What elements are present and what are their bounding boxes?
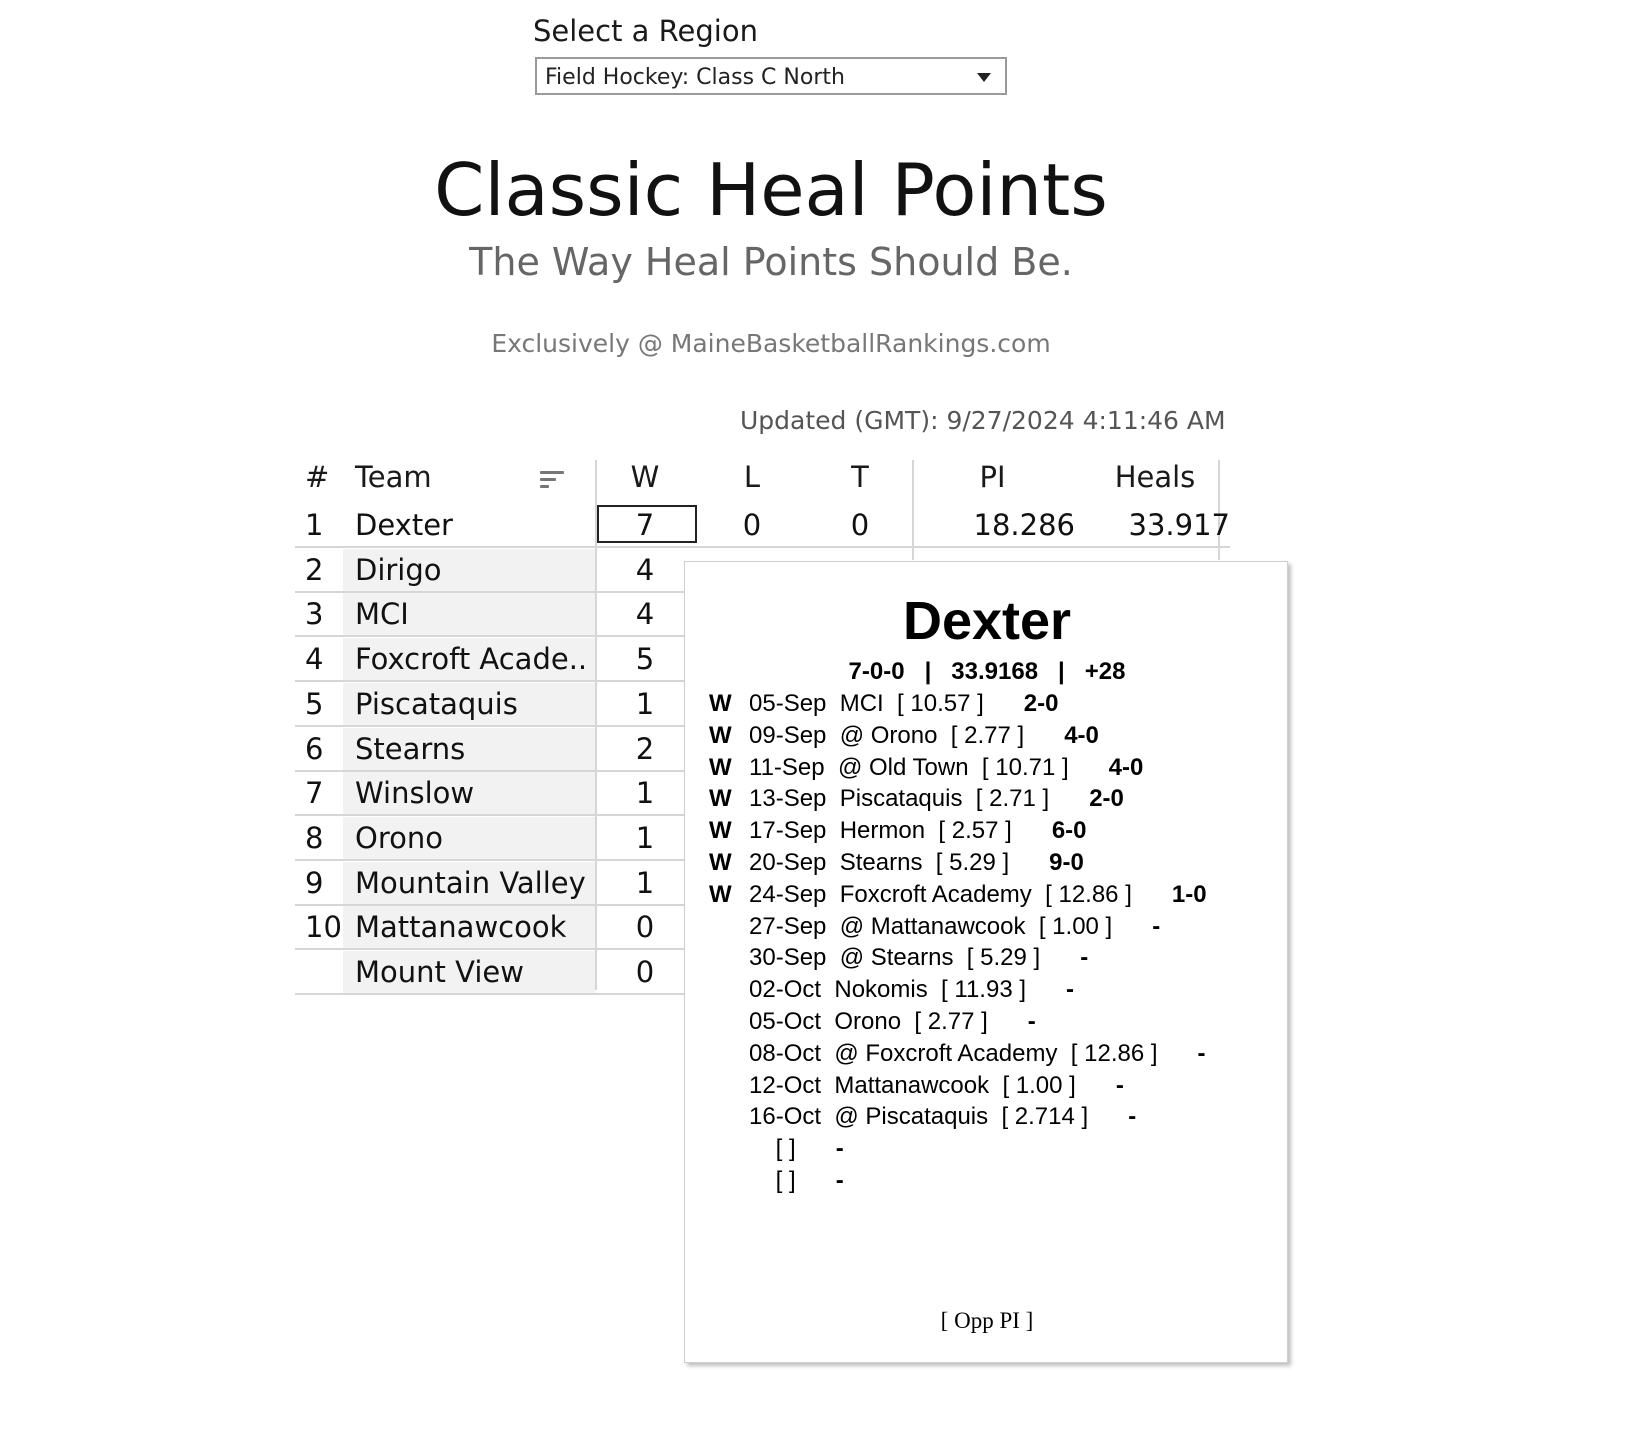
team-cell[interactable]: MCI xyxy=(355,597,409,632)
tooltip-summary: 7-0-0 | 33.9168 | +28 xyxy=(848,658,1126,685)
game-score: - xyxy=(1152,912,1161,940)
game-line xyxy=(709,1103,1136,1135)
tooltip-team-name: Dexter xyxy=(902,591,1072,651)
selected-cell-highlight xyxy=(597,505,697,543)
tooltip-footer: [ Opp PI ] xyxy=(940,1308,1034,1333)
wins-cell[interactable]: 1 xyxy=(635,686,655,721)
game-detail: 05-Sep MCI [ 10.57 ] xyxy=(749,690,1024,717)
region-dropdown[interactable] xyxy=(535,57,1007,95)
wins-cell[interactable]: 1 xyxy=(635,820,655,855)
game-line xyxy=(709,1135,844,1167)
column-header-rank: # xyxy=(305,460,330,494)
rank-cell: 10 xyxy=(305,910,342,945)
region-selector-label: Select a Region xyxy=(533,14,758,48)
game-detail: 20-Sep Stearns [ 5.29 ] xyxy=(749,849,1050,876)
game-detail: 27-Sep @ Mattanawcook [ 1.00 ] xyxy=(749,912,1153,940)
game-result: W xyxy=(709,880,732,908)
game-score: - xyxy=(1066,976,1075,1004)
wins-cell[interactable]: 4 xyxy=(635,552,655,587)
game-score: - xyxy=(835,1135,844,1163)
wins-cell[interactable]: 1 xyxy=(635,865,655,900)
site-credit: Exclusively @ MaineBasketballRankings.com xyxy=(491,329,1051,358)
game-score: 6-0 xyxy=(1051,817,1087,845)
team-cell[interactable]: Mattanawcook xyxy=(355,910,567,945)
column-header-heals[interactable]: Heals xyxy=(1114,460,1196,494)
game-detail: 17-Sep Hermon [ 2.57 ] xyxy=(749,817,1052,845)
column-header-w[interactable]: W xyxy=(630,460,660,494)
game-line xyxy=(709,785,1124,817)
page-subtitle: The Way Heal Points Should Be. xyxy=(469,240,1073,284)
game-detail: 02-Oct Nokomis [ 11.93 ] xyxy=(749,976,1067,1004)
game-line xyxy=(709,913,1160,945)
game-score: - xyxy=(1080,944,1089,972)
rank-cell: 6 xyxy=(305,731,324,766)
game-detail: 24-Sep Foxcroft Academy [ 12.86 ] xyxy=(749,880,1172,908)
game-line xyxy=(709,690,1058,722)
game-detail: 12-Oct Mattanawcook [ 1.00 ] xyxy=(749,1071,1116,1099)
wins-cell[interactable]: 1 xyxy=(635,776,655,811)
game-result: W xyxy=(709,721,732,749)
game-detail: [ ] xyxy=(749,1167,836,1194)
rank-cell: 3 xyxy=(305,597,324,632)
game-line xyxy=(709,817,1087,849)
rank-cell: 9 xyxy=(305,865,324,900)
game-score: 4-0 xyxy=(1108,753,1144,781)
game-detail: 30-Sep @ Stearns [ 5.29 ] xyxy=(749,944,1081,972)
ties-cell[interactable]: 0 xyxy=(850,508,870,542)
game-score: 2-0 xyxy=(1089,785,1124,813)
game-detail: 05-Oct Orono [ 2.77 ] xyxy=(749,1008,1028,1035)
game-score: 9-0 xyxy=(1049,849,1084,876)
game-line xyxy=(709,849,1084,881)
game-score: 4-0 xyxy=(1064,721,1099,749)
team-tooltip xyxy=(684,561,1288,1363)
game-detail: 16-Oct @ Piscataquis [ 2.714 ] xyxy=(749,1103,1129,1131)
page-title: Classic Heal Points xyxy=(434,148,1108,232)
game-detail: [ ] xyxy=(749,1135,836,1163)
team-cell[interactable]: Orono xyxy=(355,820,443,855)
team-cell[interactable]: Winslow xyxy=(355,776,475,811)
column-header-team[interactable]: Team xyxy=(355,460,432,494)
table-row[interactable] xyxy=(295,504,1230,548)
sort-icon[interactable] xyxy=(540,471,564,491)
team-cell[interactable]: Foxcroft Acade.. xyxy=(355,642,588,677)
game-score: 1-0 xyxy=(1171,880,1207,908)
team-cell[interactable]: Piscataquis xyxy=(355,686,518,721)
game-detail: 09-Sep @ Orono [ 2.77 ] xyxy=(749,721,1065,749)
wins-cell[interactable]: 4 xyxy=(635,597,655,632)
game-score: - xyxy=(1027,1008,1036,1035)
game-detail: 11-Sep @ Old Town [ 10.71 ] xyxy=(749,753,1109,781)
game-score: 2-0 xyxy=(1023,690,1059,717)
game-line xyxy=(709,944,1088,976)
wins-cell[interactable]: 0 xyxy=(635,955,655,989)
team-cell[interactable]: Stearns xyxy=(355,731,466,766)
rank-cell: 7 xyxy=(305,776,324,811)
game-line xyxy=(709,1072,1124,1104)
rank-cell: 1 xyxy=(305,508,324,542)
column-header-l[interactable]: L xyxy=(743,460,761,494)
game-score: - xyxy=(835,1167,844,1194)
game-line xyxy=(709,976,1074,1008)
rank-cell: 5 xyxy=(305,686,324,721)
game-line xyxy=(709,881,1207,913)
dropdown-caret-icon[interactable] xyxy=(977,73,991,82)
pi-cell[interactable]: 18.286 xyxy=(973,508,1075,542)
game-score: - xyxy=(1197,1039,1206,1067)
game-detail: 13-Sep Piscataquis [ 2.71 ] xyxy=(749,785,1090,813)
game-detail: 08-Oct @ Foxcroft Academy [ 12.86 ] xyxy=(749,1039,1198,1067)
rank-cell: 8 xyxy=(305,820,324,855)
game-result: W xyxy=(709,785,732,813)
game-line xyxy=(709,754,1143,786)
column-header-t[interactable]: T xyxy=(851,460,869,494)
team-cell[interactable]: Mount View xyxy=(355,955,524,989)
heals-cell[interactable]: 33.917 xyxy=(1128,508,1230,542)
team-cell[interactable]: Dirigo xyxy=(355,552,442,587)
game-score: - xyxy=(1128,1103,1137,1131)
game-line xyxy=(709,722,1099,754)
wins-cell[interactable]: 2 xyxy=(635,731,655,766)
game-result: W xyxy=(709,690,732,717)
game-score: - xyxy=(1115,1071,1124,1099)
game-result: W xyxy=(709,817,732,845)
game-line xyxy=(709,1008,1036,1040)
losses-cell[interactable]: 0 xyxy=(742,508,762,542)
team-cell[interactable]: Mountain Valley xyxy=(355,865,586,900)
wins-cell[interactable]: 5 xyxy=(635,642,655,677)
wins-cell[interactable]: 0 xyxy=(635,910,655,945)
game-line xyxy=(709,1167,844,1199)
team-cell[interactable]: Dexter xyxy=(355,508,453,542)
region-dropdown-value: Field Hockey: Class C North xyxy=(545,65,845,90)
rank-cell: 2 xyxy=(305,552,324,587)
game-result: W xyxy=(709,753,732,781)
rank-cell: 4 xyxy=(305,642,324,677)
game-line xyxy=(709,1040,1206,1072)
game-result: W xyxy=(709,849,732,876)
wins-cell[interactable]: 7 xyxy=(635,508,655,542)
updated-timestamp: Updated (GMT): 9/27/2024 4:11:46 AM xyxy=(740,406,1226,435)
column-header-pi[interactable]: PI xyxy=(979,460,1006,494)
